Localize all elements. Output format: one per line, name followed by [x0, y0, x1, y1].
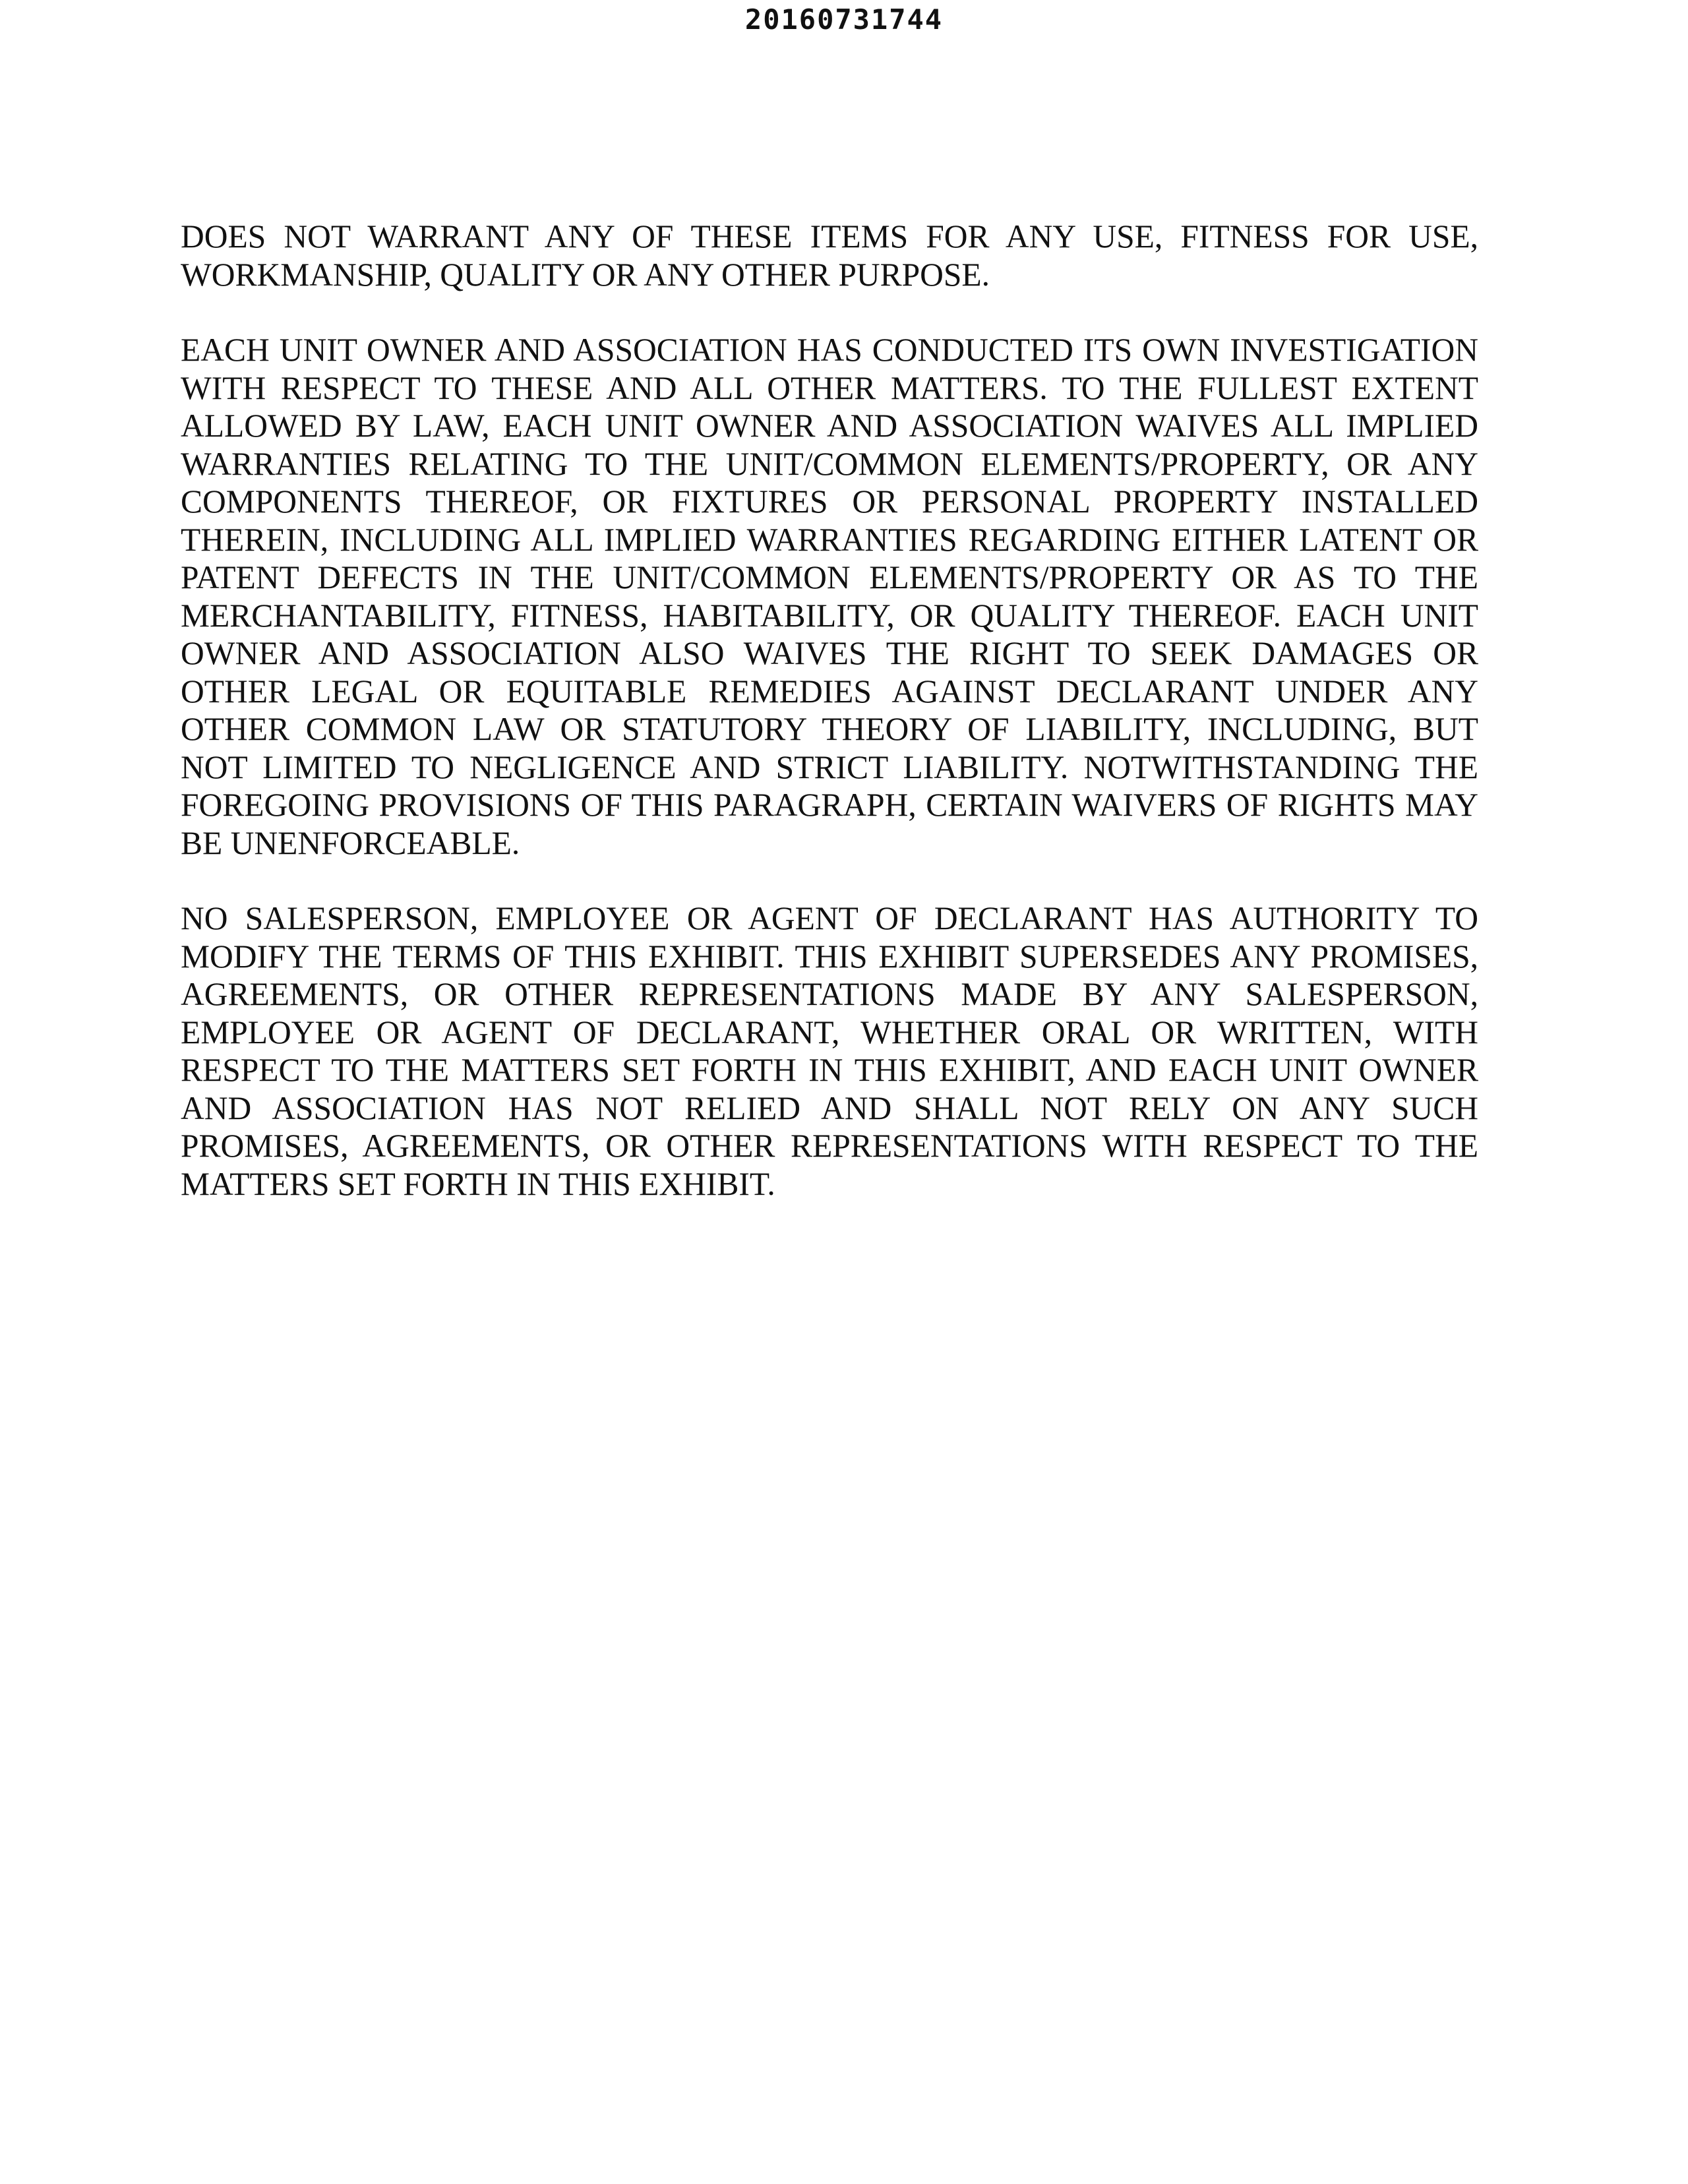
- document-body: [181, 218, 1478, 1203]
- document-number: 20160731744: [744, 3, 944, 36]
- paragraph-no-authority-to-modify: NO SALESPERSON, EMPLOYEE OR AGENT OF DECLARANT HAS AUTHORITY TO MODIFY THE TERMS OF THIS EXHIBIT. THIS EXHIBIT SUPERSEDES ANY PROMISES, AGREEMENTS, OR OTHER REPRESENTATIONS MADE BY ANY SALESPERSON, EMPLOYEE OR AGENT OF DECLARANT, WHETHER ORAL OR WRITTEN, WITH RESPECT TO THE MATTERS SET FORTH IN THIS EXHIBIT, AND EACH UNIT OWNER AND ASSOCIATION HAS NOT RELIED AND SHALL NOT RELY ON ANY SUCH PROMISES, AGREEMENTS, OR OTHER REPRESENTATIONS WITH RESPECT TO THE MATTERS SET FORTH IN THIS EXHIBIT.: [181, 900, 1478, 1202]
- paragraph-waiver-of-implied-warranties: EACH UNIT OWNER AND ASSOCIATION HAS CONDUCTED ITS OWN INVESTIGATION WITH RESPECT TO THESE AND ALL OTHER MATTERS. TO THE FULLEST EXTENT ALLOWED BY LAW, EACH UNIT OWNER AND ASSOCIATION WAIVES ALL IMPLIED WARRANTIES RELATING TO THE UNIT/COMMON ELEMENTS/PROPERTY, OR ANY COMPONENTS THEREOF, OR FIXTURES OR PERSONAL PROPERTY INSTALLED THEREIN, INCLUDING ALL IMPLIED WARRANTIES REGARDING EITHER LATENT OR PATENT DEFECTS IN THE UNIT/COMMON ELEMENTS/PROPERTY OR AS TO THE MERCHANTABILITY, FITNESS, HABITABILITY, OR QUALITY THEREOF. EACH UNIT OWNER AND ASSOCIATION ALSO WAIVES THE RIGHT TO SEEK DAMAGES OR OTHER LEGAL OR EQUITABLE REMEDIES AGAINST DECLARANT UNDER ANY OTHER COMMON LAW OR STATUTORY THEORY OF LIABILITY, INCLUDING, BUT NOT LIMITED TO NEGLIGENCE AND STRICT LIABILITY. NOTWITHSTANDING THE FOREGOING PROVISIONS OF THIS PARAGRAPH, CERTAIN WAIVERS OF RIGHTS MAY BE UNENFORCEABLE.: [181, 332, 1478, 861]
- paragraph-warranty-disclaimer: DOES NOT WARRANT ANY OF THESE ITEMS FOR ANY USE, FITNESS FOR USE, WORKMANSHIP, QUALITY OR ANY OTHER PURPOSE.: [181, 218, 1478, 293]
